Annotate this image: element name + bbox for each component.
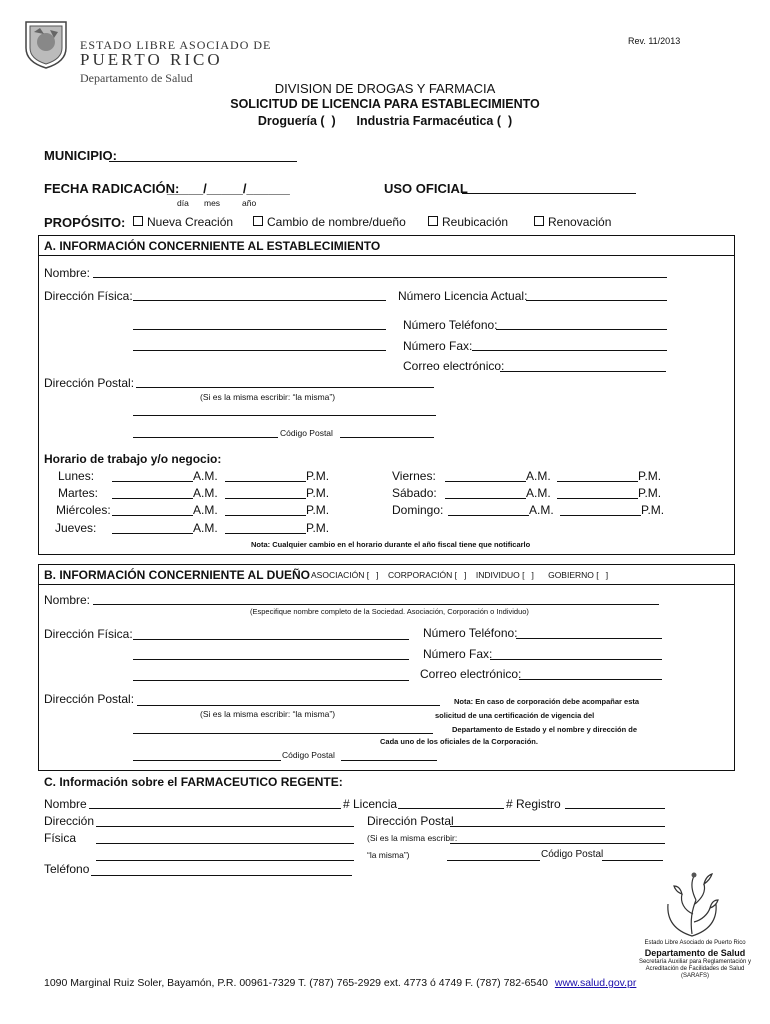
a-nombre-field[interactable] [93, 277, 667, 278]
c-direccion-label: Dirección [44, 814, 95, 828]
c-fisica-line2[interactable] [96, 860, 354, 861]
lunes-pm: P.M. [306, 469, 330, 483]
c-fisica-label: Física [44, 831, 77, 845]
section-a-title: A. INFORMACIÓN CONCERNIENTE AL ESTABLECIMIENTO [44, 239, 381, 253]
a-fax-field[interactable] [472, 350, 667, 351]
c-registro-field[interactable] [565, 808, 665, 809]
lunes-pm-field[interactable] [225, 481, 306, 482]
b-misma-note: (Si es la misma escribir: “la misma”) [200, 709, 336, 719]
martes-am-field[interactable] [112, 498, 193, 499]
domingo-pm-field[interactable] [560, 515, 641, 516]
b-direccion-fisica-field[interactable] [133, 639, 409, 640]
agency-line3: Departamento de Salud [80, 71, 193, 85]
jueves-pm: P.M. [306, 521, 330, 535]
sarafs-line4: Acreditación de Facilidades de Salud [645, 966, 745, 972]
b-direccion-postal-label: Dirección Postal: [44, 692, 135, 706]
a-licencia-field[interactable] [526, 300, 667, 301]
option-reubicacion[interactable]: Reubicación [428, 215, 508, 229]
sarafs-line2: Departamento de Salud [644, 948, 746, 958]
checkbox-icon[interactable] [428, 216, 438, 226]
section-b-title: B. INFORMACIÓN CONCERNIENTE AL DUEÑO [44, 568, 311, 582]
b-correo-field[interactable] [519, 679, 662, 680]
miercoles-am: A.M. [193, 503, 218, 517]
domingo-pm: P.M. [641, 503, 665, 517]
sabado-pm: P.M. [638, 486, 662, 500]
a-codigo-postal-field[interactable] [340, 437, 434, 438]
option-nueva[interactable]: Nueva Creación [133, 215, 233, 229]
lunes-am: A.M. [193, 469, 218, 483]
sabado-pm-field[interactable] [557, 498, 638, 499]
b-fax-field[interactable] [490, 659, 662, 660]
b-codigo-postal-label: Código Postal [282, 750, 335, 760]
fecha-field[interactable]: _____/_____/______ [167, 181, 290, 196]
b-direccion-fisica-line2[interactable] [133, 659, 409, 660]
c-misma-note2: “la misma”) [367, 850, 410, 860]
miercoles-pm-field[interactable] [225, 515, 306, 516]
b-nota-3: Departamento de Estado y el nombre y dirección de [452, 725, 638, 734]
sabado-am: A.M. [526, 486, 551, 500]
section-a [38, 235, 735, 555]
domingo-am: A.M. [529, 503, 554, 517]
c-nombre-field[interactable] [89, 808, 341, 809]
c-telefono-field[interactable] [91, 875, 352, 876]
sabado-am-field[interactable] [445, 498, 526, 499]
a-direccion-postal-field[interactable] [136, 387, 434, 388]
martes-am: A.M. [193, 486, 218, 500]
viernes-pm: P.M. [638, 469, 662, 483]
a-direccion-postal-line2[interactable] [133, 415, 436, 416]
b-nombre-note: (Especifique nombre completo de la Sociedad. Asociación, Corporación o Individuo) [250, 607, 529, 616]
c-licencia-label: # Licencia [343, 797, 398, 811]
revision: Rev. 11/2013 [628, 36, 681, 46]
b-telefono-field[interactable] [516, 638, 662, 639]
b-codigo-postal-field[interactable] [341, 760, 437, 761]
day-martes: Martes: [58, 486, 99, 500]
owner-types[interactable]: ASOCIACIÓN [ ] CORPORACIÓN [ ] INDIVIDUO [ ] GOBIERNO [ ] [311, 570, 609, 580]
a-nombre-label: Nombre: [44, 266, 91, 280]
form-title: SOLICITUD DE LICENCIA PARA ESTABLECIMIENTO [230, 97, 540, 111]
miercoles-am-field[interactable] [112, 515, 193, 516]
fecha-label: FECHA RADICACIÓN: [44, 181, 180, 196]
a-direccion-fisica-line2[interactable] [133, 329, 386, 330]
day-jueves: Jueves: [55, 521, 97, 535]
seal-logo [20, 18, 72, 70]
c-direccion-postal-field[interactable] [450, 826, 665, 827]
b-codigo-postal-left[interactable] [133, 760, 281, 761]
c-misma-note1: (Si es la misma escribir: [367, 833, 458, 843]
day-domingo: Domingo: [392, 503, 444, 517]
jueves-am-field[interactable] [112, 533, 193, 534]
b-correo-label: Correo electrónico: [420, 667, 522, 681]
footer-address [44, 977, 636, 989]
b-nombre-label: Nombre: [44, 593, 91, 607]
a-direccion-postal-label: Dirección Postal: [44, 376, 135, 390]
viernes-pm-field[interactable] [557, 481, 638, 482]
option-cambio[interactable]: Cambio de nombre/dueño [253, 215, 406, 229]
c-direccion-field[interactable] [96, 826, 354, 827]
b-telefono-label: Número Teléfono: [423, 626, 518, 640]
lunes-am-field[interactable] [112, 481, 193, 482]
jueves-pm-field[interactable] [225, 533, 306, 534]
a-telefono-field[interactable] [496, 329, 667, 330]
b-direccion-fisica-label: Dirección Física: [44, 627, 133, 641]
c-direccion-postal-label: Dirección Postal [367, 814, 454, 828]
b-fax-label: Número Fax: [423, 647, 493, 661]
a-direccion-fisica-label: Dirección Física: [44, 289, 133, 303]
municipio-field[interactable] [109, 161, 297, 162]
domingo-am-field[interactable] [448, 515, 529, 516]
c-fisica-field[interactable] [96, 843, 354, 844]
a-fax-label: Número Fax: [403, 339, 473, 353]
proposito-label: PROPÓSITO: [44, 215, 126, 230]
c-codigo-postal-field[interactable] [602, 860, 663, 861]
division-title: DIVISION DE DROGAS Y FARMACIA [274, 81, 496, 96]
day-viernes: Viernes: [392, 469, 436, 483]
horario-nota: Nota: Cualquier cambio en el horario durante el año fiscal tiene que notificarlo [251, 540, 531, 549]
martes-pm-field[interactable] [225, 498, 306, 499]
checkbox-icon[interactable] [133, 216, 143, 226]
a-correo-label: Correo electrónico: [403, 359, 505, 373]
miercoles-pm: P.M. [306, 503, 330, 517]
footer-address-text: 1090 Marginal Ruiz Soler, Bayamón, P.R. 00961-7329 T. (787) 765-2929 ext. 4773 ó 4749 F. (787) 782-6540 [44, 977, 548, 989]
viernes-am: A.M. [526, 469, 551, 483]
jueves-am: A.M. [193, 521, 218, 535]
checkbox-icon[interactable] [253, 216, 263, 226]
mes-label: mes [204, 198, 221, 208]
c-direccion-postal-line2[interactable] [450, 843, 665, 844]
a-direccion-fisica-field[interactable] [133, 300, 386, 301]
b-direccion-fisica-line3[interactable] [133, 680, 409, 681]
section-c-title: C. Información sobre el FARMACEUTICO REGENTE: [44, 775, 343, 789]
dia-label: día [177, 198, 189, 208]
a-licencia-label: Número Licencia Actual: [398, 289, 528, 303]
day-sabado: Sábado: [392, 486, 437, 500]
c-licencia-field[interactable] [398, 808, 504, 809]
ano-label: año [242, 198, 257, 208]
day-lunes: Lunes: [58, 469, 95, 483]
c-codigo-postal-left[interactable] [447, 860, 540, 861]
horario-label: Horario de trabajo y/o negocio: [44, 452, 222, 466]
b-direccion-postal-line2[interactable] [133, 733, 433, 734]
agency-line1: ESTADO LIBRE ASOCIADO DE [80, 38, 272, 52]
sarafs-line5: (SARAFS) [680, 973, 709, 979]
sarafs-line3: Secretaría Auxiliar para Reglamentación y [638, 959, 752, 965]
martes-pm: P.M. [306, 486, 330, 500]
uso-oficial-label: USO OFICIAL [384, 181, 468, 196]
establishment-type: Droguería ( ) Industria Farmacéutica ( ) [257, 114, 513, 128]
b-direccion-postal-field[interactable] [137, 705, 440, 706]
agency-line2: PUERTO RICO [80, 50, 223, 69]
option-renovacion[interactable]: Renovación [534, 215, 611, 229]
sarafs-line1: Estado Libre Asociado de Puerto Rico [644, 940, 746, 946]
municipio-label: MUNICIPIO: [44, 148, 117, 163]
a-correo-field[interactable] [500, 371, 666, 372]
a-codigo-postal-label: Código Postal [280, 428, 333, 438]
c-registro-label: # Registro [506, 797, 561, 811]
viernes-am-field[interactable] [445, 481, 526, 482]
a-misma-note: (Si es la misma escribir: “la misma”) [200, 392, 336, 402]
c-nombre-label: Nombre [44, 797, 87, 811]
uso-oficial-field[interactable] [462, 193, 636, 194]
c-codigo-postal-label: Código Postal [541, 849, 604, 860]
a-direccion-fisica-line3[interactable] [133, 350, 386, 351]
day-miercoles: Miércoles: [56, 503, 111, 517]
b-nota-1: Nota: En caso de corporación debe acompañar esta [454, 697, 640, 706]
b-nota-2: solicitud de una certificación de vigencia del [435, 711, 595, 720]
a-codigo-postal-left[interactable] [133, 437, 278, 438]
checkbox-icon[interactable] [534, 216, 544, 226]
b-nota-4: Cada uno de los oficiales de la Corporación. [380, 737, 538, 746]
a-telefono-label: Número Teléfono: [403, 318, 498, 332]
sarafs-logo [662, 870, 722, 938]
c-telefono-label: Teléfono [44, 862, 90, 876]
b-nombre-field[interactable] [93, 604, 659, 605]
footer-website-link[interactable]: www.salud.gov.pr [554, 977, 637, 989]
